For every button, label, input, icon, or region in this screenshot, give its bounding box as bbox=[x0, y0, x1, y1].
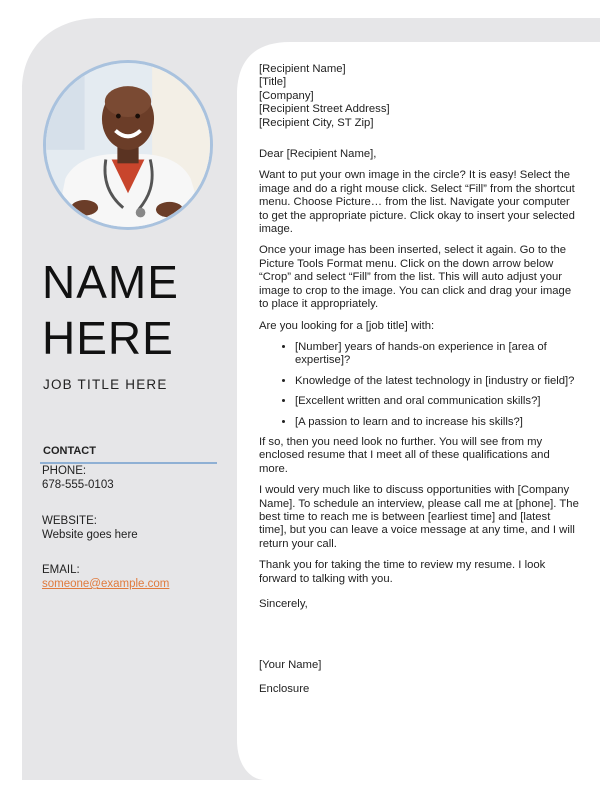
website-value: Website goes here bbox=[42, 529, 138, 541]
enclosure: Enclosure bbox=[259, 682, 310, 695]
name-line-2: HERE bbox=[42, 312, 174, 364]
recipient-street: [Recipient Street Address] bbox=[259, 103, 390, 116]
recipient-title: [Title] bbox=[259, 76, 287, 89]
recipient-name: [Recipient Name] bbox=[259, 63, 346, 75]
list-item: • Knowledge of the latest technology in [industry or field]? bbox=[295, 375, 579, 388]
paragraph-4: If so, then you need look no further. You will see from my enclosed resume that I meet all of these qualifications and more. bbox=[259, 435, 550, 475]
contact-divider bbox=[40, 462, 217, 464]
list-item: • [Excellent written and oral communication skills?] bbox=[295, 395, 579, 408]
email-label: EMAIL: bbox=[42, 564, 80, 576]
paragraph-2: Once your image has been inserted, select it again. Go to the Picture Tools Format menu. Click on the down arrow below “Crop” and select “Fill” from the list. This will auto adjust your image to crop to the image. You can click and drag your image to place it appropriately. bbox=[259, 244, 572, 311]
recipient-block bbox=[259, 63, 579, 130]
job-title: JOB TITLE HERE bbox=[43, 377, 168, 392]
phone-label: PHONE: bbox=[42, 465, 87, 477]
phone-value: 678-555-0103 bbox=[42, 479, 114, 491]
recipient-company: [Company] bbox=[259, 89, 314, 102]
list-item: • [Number] years of hands-on experience in [area of expertise]? bbox=[295, 341, 579, 368]
profile-photo[interactable] bbox=[43, 60, 213, 230]
signature-name: [Your Name] bbox=[259, 659, 322, 672]
signature-space bbox=[259, 619, 579, 653]
qualifications-list bbox=[259, 341, 579, 429]
email-link[interactable]: someone@example.com bbox=[42, 578, 170, 590]
closing: Sincerely, bbox=[259, 598, 308, 610]
name-line-1: NAME bbox=[42, 256, 179, 308]
candidate-name bbox=[42, 254, 232, 366]
person-photo-icon bbox=[46, 63, 210, 227]
paragraph-3: Are you looking for a [job title] with: bbox=[259, 319, 435, 332]
contact-heading: CONTACT bbox=[43, 445, 96, 457]
list-item: • [A passion to learn and to increase his skills?] bbox=[295, 416, 579, 429]
email-value bbox=[42, 578, 169, 590]
paragraph-5: I would very much like to discuss opportunities with [Company Name]. To schedule an interview, please call me at [phone]. The best time to reach me is between [earliest time] and [latest time], but you can leave a voice message at any time, and I will return your call. bbox=[259, 484, 579, 550]
letter-body bbox=[259, 63, 579, 704]
paragraph-6: Thank you for taking the time to review my resume. I look forward to talking with you. bbox=[259, 559, 546, 585]
recipient-city: [Recipient City, ST Zip] bbox=[259, 116, 374, 129]
website-label: WEBSITE: bbox=[42, 515, 97, 527]
salutation: Dear [Recipient Name], bbox=[259, 148, 377, 161]
paragraph-1: Want to put your own image in the circle? It is easy! Select the image and do a right mouse click. Select “Fill” from the shortcut menu. Choose Picture… from the list. Navigate your computer to get the appropriate picture. Click okay to insert your selected image. bbox=[259, 169, 575, 236]
